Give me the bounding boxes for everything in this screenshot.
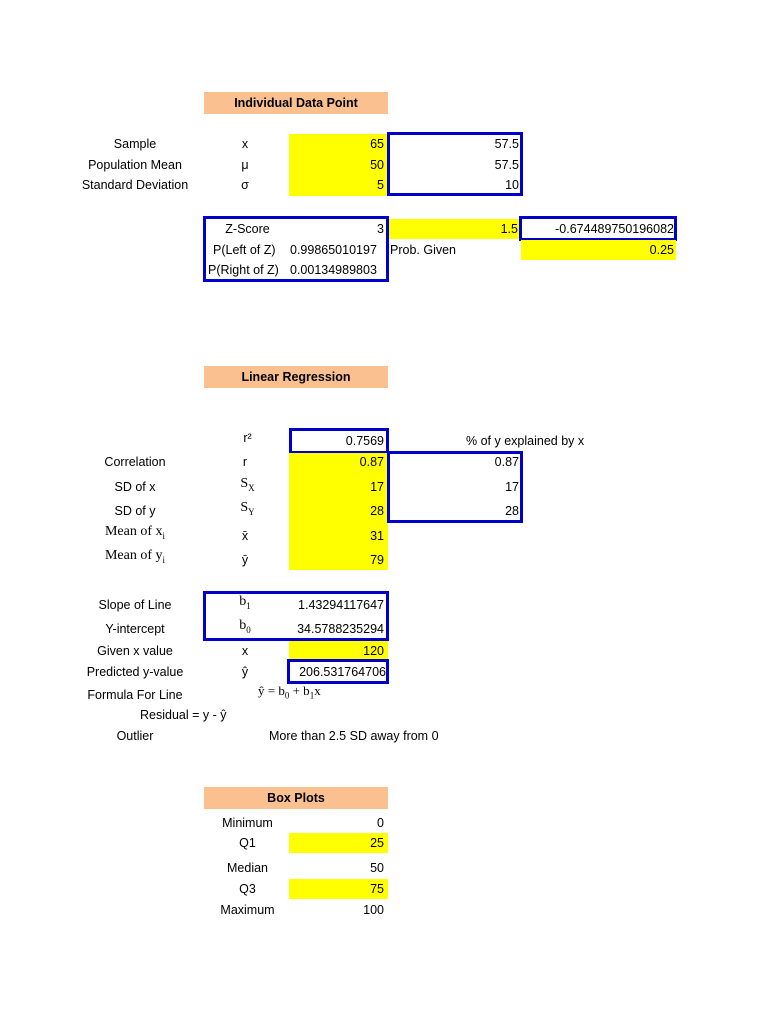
given-x-value[interactable]: 120: [363, 644, 384, 658]
mean-x-label: Mean of $x_i$: [104, 524, 166, 541]
boxplot-label-median: Median: [227, 861, 268, 875]
sd-x-label: SD of x: [114, 480, 156, 494]
sx-symbol: $S_X$: [240, 476, 255, 493]
sd-y-label: SD of y: [114, 504, 156, 518]
boxplot-value-maximum: 100: [363, 903, 384, 917]
y-intercept-label: Y-intercept: [105, 622, 165, 636]
p-left-value: 0.99865010197: [290, 243, 377, 257]
formula-label: Formula For Line: [87, 688, 183, 702]
correlation-value[interactable]: 0.87: [359, 455, 384, 469]
x-symbol: x: [241, 644, 249, 658]
mean-x-value[interactable]: 31: [370, 529, 384, 543]
p-right-value: 0.00134989803: [290, 263, 377, 277]
mean-y-label: Mean of $y_i$: [104, 548, 166, 565]
slope-value: 1.43294117647: [298, 598, 384, 612]
z-score-label: Z-Score: [225, 222, 270, 236]
sample-value-2[interactable]: 57.5: [494, 137, 519, 151]
y-intercept-value: 34.5788235294: [297, 622, 384, 636]
boxplot-label-minimum: Minimum: [222, 816, 273, 830]
sd-y-value-2: 28: [505, 504, 519, 518]
y-bar-symbol: ȳ: [241, 553, 249, 567]
outlier-text: More than 2.5 SD away from 0: [269, 729, 439, 743]
population-mean-label: Population Mean: [88, 158, 182, 172]
individual-data-point-header: Individual Data Point: [204, 92, 388, 114]
box-plots-header: Box Plots: [204, 787, 388, 809]
correlation-value-2: 0.87: [494, 455, 519, 469]
b1-symbol: $b_1$: [239, 594, 251, 611]
prob-given-value[interactable]: 0.25: [649, 243, 674, 257]
predicted-y-value: 206.531764706: [299, 665, 386, 679]
line-formula: ŷ = $b_0 + b_1x$: [258, 683, 321, 701]
boxplot-value-median: 50: [370, 861, 384, 875]
mu-symbol: μ: [241, 158, 249, 172]
boxplot-value-q1[interactable]: 25: [370, 836, 384, 850]
linear-regression-header: Linear Regression: [204, 366, 388, 388]
sd-x-value[interactable]: 17: [370, 480, 384, 494]
r-symbol: r: [242, 455, 248, 469]
sample-symbol: x: [241, 137, 249, 151]
given-x-label: Given x value: [97, 644, 173, 658]
boxplot-label-q1: Q1: [239, 836, 256, 850]
y-hat-symbol: ŷ: [241, 665, 249, 679]
mean-y-value[interactable]: 79: [370, 553, 384, 567]
p-right-label: P(Right of Z): [208, 263, 279, 277]
slope-label: Slope of Line: [98, 598, 172, 612]
standard-deviation-label: Standard Deviation: [81, 178, 189, 192]
boxplot-label-maximum: Maximum: [220, 903, 275, 917]
correlation-label: Correlation: [104, 455, 166, 469]
sample-value[interactable]: 65: [370, 137, 384, 151]
mean-value[interactable]: 50: [370, 158, 384, 172]
predicted-y-label: Predicted y-value: [86, 665, 184, 679]
inverse-z-value: -0.674489750196082: [555, 222, 674, 236]
sd-x-value-2: 17: [505, 480, 519, 494]
outlier-label: Outlier: [116, 729, 154, 743]
boxplot-value-minimum: 0: [377, 816, 384, 830]
b0-symbol: $b_0$: [239, 618, 251, 635]
sd-value-2[interactable]: 10: [505, 178, 519, 192]
residual-label: Residual = y - ŷ: [140, 708, 227, 722]
sd-y-value[interactable]: 28: [370, 504, 384, 518]
z-score-value: 3: [377, 222, 384, 236]
r-squared-symbol: r²: [243, 431, 252, 445]
r-squared-value: 0.7569: [345, 434, 384, 448]
z-input-value[interactable]: 1.5: [500, 222, 518, 236]
sy-symbol: $S_Y$: [240, 500, 255, 517]
p-left-label: P(Left of Z): [213, 243, 276, 257]
boxplot-value-q3[interactable]: 75: [370, 882, 384, 896]
sample-label: Sample: [113, 137, 157, 151]
mean-value-2[interactable]: 57.5: [494, 158, 519, 172]
sd-value[interactable]: 5: [377, 178, 384, 192]
r-squared-note: % of y explained by x: [466, 434, 585, 448]
sigma-symbol: σ: [241, 178, 249, 192]
boxplot-label-q3: Q3: [239, 882, 256, 896]
x-bar-symbol: x̄: [241, 529, 249, 543]
prob-given-label: Prob. Given: [390, 243, 457, 257]
